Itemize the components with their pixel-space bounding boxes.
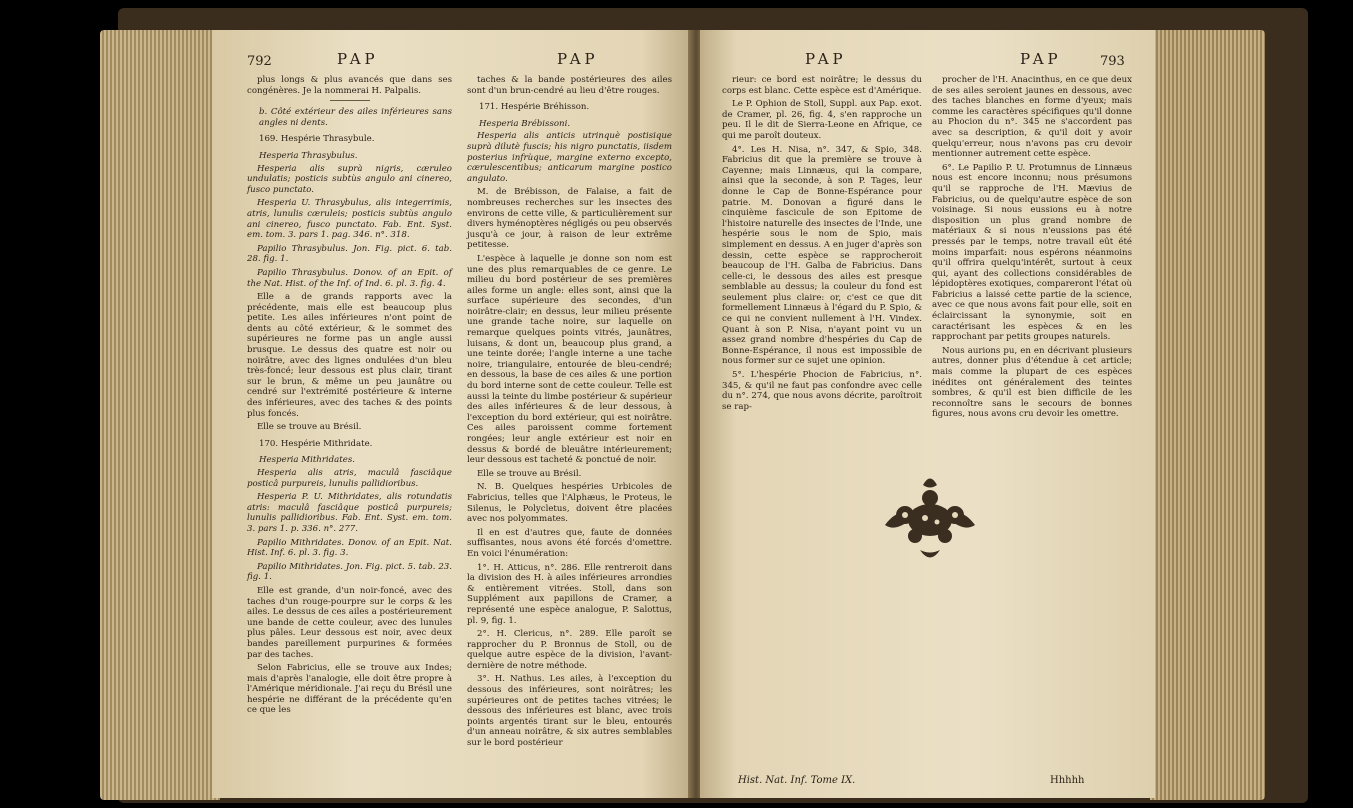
paragraph: 2°. H. Clericus, n°. 289. Elle paroît se rapprocher du P. Bronnus de Stoll, ou de quelque autre espèce de la division, l'avant-dernière de notre méthode. <box>467 629 672 671</box>
divider <box>330 100 370 101</box>
species-heading: 170. Hespérie Mithridate. <box>259 438 373 449</box>
paragraph: Elle a de grands rapports avec la précédente, mais elle est beaucoup plus petite. Les ailes inférieures n'ont point de dents au côté extérieur, & le sommet des supérieures ne forme pas un angle aussi brusque. Le dessus des quatre est noir ou noirâtre, avec des lignes ondulées d'un bleu très-foncé; leur dessous est plus clair, tirant sur le brun, & même un peu jaunâtre ou cendré sur l'extrémité postérieure & interne des inférieures, avec des taches & des points plus foncés. <box>247 292 452 419</box>
section-heading: b. Côté extérieur des ailes inférieures sans angles ni dents. <box>259 107 452 128</box>
running-header: PAP <box>805 50 847 68</box>
paragraph: 3°. H. Nathus. Les ailes, à l'exception du dessous des inférieures, sont noirâtres; les supérieures ont de petites taches vitrées; le dessous des inférieures est blanc, avec trois points argentés tirant sur le bleu, entourés d'un anneau noirâtre, & six autres semblables sur le bord postérieur <box>467 674 672 749</box>
footer-signature: Hhhhh <box>1050 775 1085 786</box>
paragraph: 1°. H. Atticus, n°. 286. Elle rentreroit dans la division des H. à ailes inférieures arrondies & entièrement vitrées. Stoll, dans son Supplément aux papillons de Cramer, a représenté une espèce analogue, P. Salottus, pl. 9, fig. 1. <box>467 562 672 626</box>
right-page <box>700 30 1155 798</box>
paragraph: Papilio Mithridates. Jon. Fig. pict. 5. tab. 23. fig. 1. <box>247 561 452 583</box>
species-latin: Hesperia Mithridates. <box>259 455 355 466</box>
footer-volume: Hist. Nat. Inf. Tome IX. <box>738 775 856 786</box>
paragraph: L'espèce à laquelle je donne son nom est une des plus remarquables de ce genre. Le milieu du bord postérieur de ses premières ailes forme un angle: elles sont, ainsi que la surface supérieure des secondes, d'un noirâtre-clair; en dessus, leur milieu présente une grande tache noire, sur laquelle on remarque quelques points vitrés, jaunâtres, luisans, & dont un, beaucoup plus grand, a une teinte dorée; l'angle interne a une tache noire, triangulaire, entourée de bleu-cendré; en dessous, la base de ces ailes & une portion du bord interne sont de cette couleur. Telle est aussi la teinte du limbe postérieur & supérieur des ailes inférieures & de leur dessous, à l'exception du bord extérieur, qui est noirâtre. Ces ailes paroissent comme fortement rongées; leur angle extérieur est noir en dessus & bordé de bleuâtre intérieurement; leur dessous est tacheté & ponctué de noir. <box>467 253 672 466</box>
text-column-1 <box>722 75 922 415</box>
paragraph: 4°. Les H. Nisa, n°. 347, & Spio, 348. Fabricius dit que la première se trouve à Cayenne; mais Linnæus, qui la compare, ainsi que la seconde, à son P. Tages, leur donne le Cap de Bonne-Espérance pour patrie. M. Donovan a figuré dans le cinquième fascicule de son Epitome de l'histoire naturelle des insectes de l'Inde, une hespérie sous le nom de Spio, mais simplement en dessus. A en juger d'après son dessin, cette espèce se rapprocheroit beaucoup de l'H. Galba de Fabricius. Dans celle-ci, le dessous des ailes est presque semblable au dessus; la couleur du fond est seulement plus claire: or, c'est ce que dit formellement Linnæus à l'égard du P. Spio, & ce qui ne convient nullement à l'H. Vindex. Quant à son P. Nisa, n'ayant point vu un assez grand nombre d'hespéries du Cap de Bonne-Espérance, il nous est impossible de nous former sur ce sujet une opinion. <box>722 144 922 367</box>
floral-ornament-icon <box>875 470 985 570</box>
paragraph: 5°. L'hespérie Phocion de Fabricius, n°. 345, & qu'il ne faut pas confondre avec celle du n°. 274, que nous avons décrite, paroîtroit se rap- <box>722 370 922 412</box>
page-number: 793 <box>1100 54 1125 69</box>
paragraph: procher de l'H. Anacinthus, en ce que deux de ses ailes seroient jaunes en dessous, avec des taches blanches en forme d'yeux; mais comme les caractères spécifiques qu'il donne au Phocion du n°. 345 ne s'accordent pas avec sa description, & qu'il doit y avoir quelqu'erreur, nous n'avons pas cru devoir mentionner autrement cette espèce. <box>932 75 1132 160</box>
species-latin: Hesperia Brébissoni. <box>479 118 571 129</box>
paragraph: Le P. Ophion de Stoll, Suppl. aux Pap. exot. de Cramer, pl. 26, fig. 4, s'en rapproche un peu. Il le dit de Sierra-Leone en Afrique, ce qui me paroît douteux. <box>722 99 922 141</box>
paragraph: N. B. Quelques hespéries Urbicoles de Fabricius, telles que l'Alphæus, le Proteus, le Silenus, le Polycletus, doivent être placées avec nos polyommates. <box>467 482 672 525</box>
text-column-1 <box>247 75 452 719</box>
paragraph: rieur: ce bord est noirâtre; le dessus du corps est blanc. Cette espèce est d'Amérique. <box>722 75 922 96</box>
running-header: PAP <box>337 50 379 68</box>
paragraph: Papilio Mithridates. Donov. of an Epit. Nat. Hist. Inf. 6. pl. 3. fig. 3. <box>247 537 452 559</box>
page-edges-left <box>100 30 220 800</box>
text-column-2 <box>932 75 1132 423</box>
paragraph: Papilio Thrasybulus. Jon. Fig. pict. 6. tab. 28. fig. 1. <box>247 243 452 265</box>
paragraph: Elle est grande, d'un noir-foncé, avec des taches d'un rouge-pourpre sur le corps & les ailes. Le dessus de ces ailes a postérieurement une bande de cette couleur, avec des lunules plus pâles. Leur dessous est noir, avec deux bandes pareillement purpurines & formées par des taches. <box>247 585 452 660</box>
running-header: PAP <box>1020 50 1062 68</box>
paragraph: Hesperia P. U. Mithridates, alis rotundatis atris: maculâ fasciâque posticâ purpureis; lunulis pallidioribus. Fab. Ent. Syst. em. tom. 3. pars 1. p. 336. n°. 277. <box>247 492 452 534</box>
species-heading: 169. Hespérie Thrasybule. <box>259 134 375 145</box>
species-heading: 171. Hespérie Bréhisson. <box>479 102 590 113</box>
paragraph: plus longs & plus avancés que dans ses congénères. Je la nommerai H. Palpalis. <box>247 75 452 96</box>
page-edges-right <box>1150 30 1265 800</box>
paragraph: M. de Brébisson, de Falaise, a fait de nombreuses recherches sur les insectes des environs de cette ville, & particulièrement sur divers hyménoptères négligés ou peu observés jusqu'à ce jour, à raison de leur extrême petitesse. <box>467 187 672 251</box>
left-page <box>212 30 690 798</box>
paragraph: Hesperia alis atris, maculâ fasciâque posticâ purpureis, lunulis pallidioribus. <box>247 468 452 489</box>
paragraph: Hesperia alis anticis utrinquè postisique suprà dilutè fuscis; his nigro punctatis, iisdem posterius infrùque, margine externo excepto, cærulescentibus; anticarum margine postico angulato. <box>467 131 672 184</box>
paragraph: Elle se trouve au Brésil. <box>257 422 362 433</box>
paragraph: Nous aurions pu, en en décrivant plusieurs autres, donner plus d'étendue à cet article; mais comme la plupart de ces espèces inédites ont généralement des teintes sombres, & qu'il est bien difficile de les reconnoître sans le secours de bonnes figures, nous avons cru devoir les omettre. <box>932 345 1132 420</box>
paragraph: Selon Fabricius, elle se trouve aux Indes; mais d'après l'analogie, elle doit être propre à l'Amérique méridionale. J'ai reçu du Brésil une hespérie ne différant de la précédente qu'en ce que les <box>247 663 452 716</box>
paragraph: Hesperia U. Thrasybulus, alis integerrimis, atris, lunulis cæruleis; posticis subtùs angulo ani cinereo, fusco punctato. Fab. Ent. Syst. em. tom. 3. pars 1. pag. 346. n°. 318. <box>247 198 452 241</box>
species-latin: Hesperia Thrasybulus. <box>259 150 358 161</box>
paragraph: Elle se trouve au Brésil. <box>477 468 582 479</box>
paragraph: taches & la bande postérieures des ailes sont d'un brun-cendré au lieu d'être rouges. <box>467 75 672 96</box>
paragraph: Papilio Thrasybulus. Donov. of an Epit. of the Nat. Hist. of the Inf. of Ind. 6. pl. 3. fig. 4. <box>247 267 452 289</box>
text-column-2 <box>467 75 672 752</box>
page-number: 792 <box>247 54 272 69</box>
paragraph: Il en est d'autres que, faute de données suffisantes, nous avons été forcés d'omettre. En voici l'énumération: <box>467 527 672 559</box>
paragraph: Hesperia alis suprà nigris, cæruleo undulatis; posticis subtùs angulo ani cinereo, fusco punctato. <box>247 163 452 195</box>
running-header: PAP <box>557 50 599 68</box>
paragraph: 6°. Le Papilio P. U. Protumnus de Linnæus nous est encore inconnu; nous présumons qu'il se rapproche de l'H. Mævius de Fabricius, ou de quelqu'autre espèce de son voisinage. Si nous eussions eu à notre disposition un plus grand nombre de matériaux & si nous n'eussions pas été pressés par le temps, notre travail eût été moins imparfait: nous espérons néanmoins qu'il offrira quelqu'intérêt, surtout à ceux qui, ayant des collections considérables de lépidoptères exotiques, compareront l'état où Fabricius a laissé cette partie de la science, avec ce que nous avons fait pour elle, soit en éclaircissant la synonymie, soit en caractérisant les espèces & en les rapprochant par petits groupes naturels. <box>932 162 1132 343</box>
